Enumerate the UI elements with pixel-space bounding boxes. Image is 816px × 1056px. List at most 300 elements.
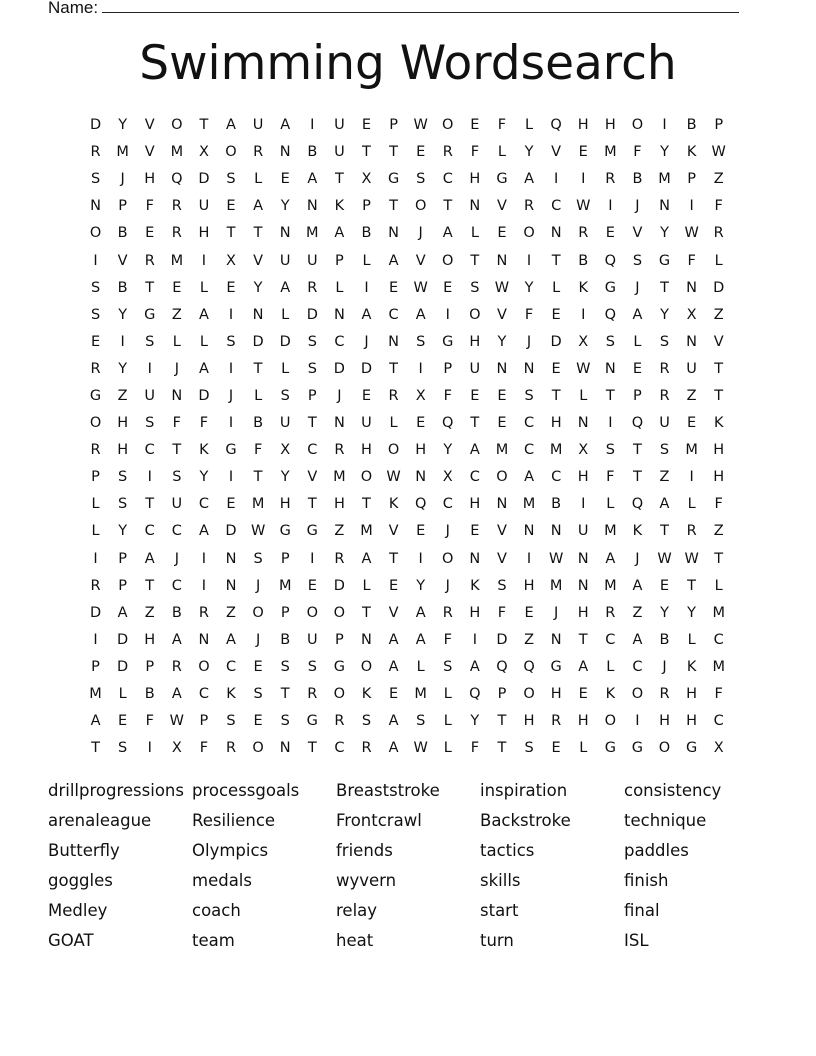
grid-cell: I <box>364 279 369 296</box>
grid-cell: U <box>279 415 291 432</box>
grid-cell: C <box>334 740 345 757</box>
grid-cell: A <box>198 360 209 377</box>
word-list-item: Resilience <box>192 811 276 830</box>
grid-cell: U <box>686 360 697 377</box>
grid-cell: Z <box>171 306 182 323</box>
grid-cell: M <box>522 496 536 513</box>
grid-cell: S <box>145 333 155 350</box>
grid-cell: D <box>198 387 210 404</box>
grid-cell: Y <box>199 469 209 486</box>
grid-cell: S <box>605 442 615 459</box>
grid-cell: D <box>360 360 373 377</box>
grid-cell: R <box>90 144 101 161</box>
grid-cell: A <box>361 550 372 567</box>
grid-cell: H <box>198 225 210 242</box>
grid-cell: B <box>253 415 264 432</box>
grid-cell: D <box>89 117 102 134</box>
grid-cell: R <box>442 144 453 161</box>
grid-cell: H <box>415 442 427 459</box>
word-list-item: inspiration <box>480 781 568 800</box>
grid-cell: T <box>551 252 561 269</box>
grid-cell: A <box>415 631 426 648</box>
grid-cell: N <box>659 198 670 215</box>
grid-cell: P <box>307 387 317 404</box>
grid-cell: S <box>90 306 101 323</box>
grid-cell: S <box>470 279 480 296</box>
grid-cell: T <box>497 740 507 757</box>
grid-cell: N <box>90 198 101 215</box>
grid-cell: G <box>604 279 616 296</box>
grid-cell: Q <box>604 252 617 269</box>
grid-row <box>82 410 732 437</box>
grid-cell: A <box>226 117 236 134</box>
grid-cell: E <box>226 496 236 513</box>
grid-cell: U <box>334 144 345 161</box>
grid-cell: T <box>389 198 398 215</box>
grid-cell: X <box>442 469 453 486</box>
grid-cell: F <box>145 713 154 730</box>
grid-cell: W <box>548 550 564 567</box>
grid-cell: P <box>118 577 128 594</box>
grid-cell: D <box>117 658 129 675</box>
grid-cell: O <box>198 658 210 675</box>
grid-cell: H <box>469 604 481 621</box>
grid-cell: S <box>497 577 507 594</box>
grid-cell: F <box>172 415 181 432</box>
grid-cell: F <box>714 198 723 215</box>
grid-cell: H <box>333 496 345 513</box>
grid-cell: M <box>170 252 184 269</box>
grid-cell: M <box>495 442 509 459</box>
grid-cell: P <box>91 469 100 486</box>
grid-cell: E <box>388 279 399 296</box>
grid-cell: A <box>361 306 372 323</box>
grid-cell: O <box>604 713 617 730</box>
grid-cell: O <box>171 117 183 134</box>
grid-cell: N <box>577 415 589 432</box>
grid-cell: M <box>658 171 671 188</box>
grid-cell: D <box>550 333 562 350</box>
grid-cell: T <box>334 171 344 188</box>
grid-cell: E <box>443 279 453 296</box>
grid-cell: U <box>334 117 345 134</box>
grid-cell: A <box>198 306 209 323</box>
grid-cell: D <box>279 333 291 350</box>
grid-cell: S <box>307 658 317 675</box>
grid-cell: A <box>226 631 236 648</box>
grid-cell: P <box>280 550 290 567</box>
grid-row <box>82 437 732 464</box>
grid-cell: I <box>581 171 586 188</box>
grid-cell: R <box>90 442 101 459</box>
grid-cell: B <box>117 279 128 296</box>
grid-cell: P <box>335 252 344 269</box>
grid-cell: J <box>120 171 125 188</box>
grid-cell: J <box>418 225 423 242</box>
grid-row <box>82 708 732 735</box>
grid-cell: U <box>198 198 210 215</box>
grid-cell: A <box>388 740 399 757</box>
grid-cell: B <box>578 252 589 269</box>
grid-cell: T <box>632 469 642 486</box>
grid-cell: L <box>552 279 561 296</box>
grid-cell: E <box>605 225 615 242</box>
grid-cell: E <box>388 577 399 594</box>
word-list-item: tactics <box>480 841 535 860</box>
grid-cell: I <box>689 198 694 215</box>
grid-cell: D <box>225 523 237 540</box>
grid-cell: I <box>93 252 98 269</box>
grid-cell: Y <box>660 144 669 161</box>
grid-cell: Q <box>496 658 508 675</box>
grid-cell: O <box>523 225 535 242</box>
grid-cell: B <box>361 225 372 242</box>
grid-cell: I <box>635 713 640 730</box>
grid-cell: K <box>578 279 588 296</box>
grid-cell: C <box>198 686 209 703</box>
grid-cell: W <box>413 117 428 134</box>
grid-cell: M <box>333 469 346 486</box>
grid-cell: M <box>549 442 563 459</box>
grid-cell: J <box>174 550 179 567</box>
grid-cell: U <box>577 523 589 540</box>
grid-cell: N <box>577 577 589 594</box>
grid-cell: F <box>606 469 615 486</box>
grid-cell: R <box>144 252 155 269</box>
grid-cell: A <box>280 279 291 296</box>
grid-cell: C <box>171 523 182 540</box>
grid-cell: Z <box>632 604 643 621</box>
grid-cell: J <box>635 198 640 215</box>
grid-cell: E <box>687 415 697 432</box>
grid-cell: E <box>497 415 507 432</box>
grid-cell: X <box>280 442 291 459</box>
grid-cell: N <box>333 415 345 432</box>
grid-cell: A <box>415 604 426 621</box>
grid-cell: Z <box>713 171 724 188</box>
grid-cell: K <box>199 442 209 459</box>
grid-cell: I <box>472 631 477 648</box>
grid-cell: T <box>660 523 669 540</box>
grid-row <box>82 193 732 220</box>
grid-cell: C <box>388 306 399 323</box>
name-blank-line <box>102 0 739 13</box>
grid-cell: V <box>551 144 562 161</box>
grid-cell: A <box>524 469 534 486</box>
grid-cell: I <box>228 415 234 432</box>
grid-cell: S <box>118 496 128 513</box>
grid-cell: K <box>605 686 616 703</box>
grid-cell: S <box>524 740 534 757</box>
grid-cell: L <box>362 577 371 594</box>
grid-cell: Y <box>416 577 426 594</box>
grid-cell: A <box>388 658 399 675</box>
grid-cell: B <box>551 496 562 513</box>
grid-cell: L <box>714 252 723 269</box>
grid-cell: A <box>469 658 480 675</box>
grid-cell: P <box>389 117 398 134</box>
grid-cell: I <box>418 360 423 377</box>
grid-cell: L <box>579 387 588 404</box>
grid-cell: E <box>551 740 561 757</box>
grid-cell: T <box>578 631 588 648</box>
word-list-item: heat <box>336 931 374 950</box>
grid-cell: F <box>145 198 154 215</box>
grid-cell: O <box>387 442 400 459</box>
grid-cell: V <box>632 225 643 242</box>
grid-cell: A <box>469 442 480 459</box>
grid-cell: T <box>226 225 236 242</box>
grid-cell: N <box>225 577 237 594</box>
grid-cell: G <box>496 171 508 188</box>
grid-cell: V <box>496 198 507 215</box>
word-list-item: wyvern <box>336 871 397 890</box>
grid-cell: I <box>147 469 152 486</box>
grid-cell: E <box>172 279 182 296</box>
grid-cell: T <box>605 387 615 404</box>
grid-cell: M <box>278 577 292 594</box>
grid-cell: H <box>659 713 670 730</box>
grid-cell: L <box>606 496 615 513</box>
grid-cell: E <box>361 117 372 134</box>
grid-cell: O <box>252 604 264 621</box>
grid-cell: N <box>577 550 589 567</box>
grid-cell: K <box>334 198 345 215</box>
grid-cell: T <box>91 740 100 757</box>
grid-cell: Q <box>171 171 183 188</box>
grid-cell: B <box>659 631 670 648</box>
grid-cell: Z <box>117 387 128 404</box>
grid-cell: A <box>388 252 399 269</box>
grid-row <box>82 166 732 193</box>
grid-cell: R <box>551 713 562 730</box>
grid-cell: R <box>334 442 345 459</box>
grid-cell: Y <box>660 225 669 242</box>
grid-cell: C <box>713 631 724 648</box>
grid-cell: R <box>171 658 182 675</box>
grid-cell: K <box>713 415 724 432</box>
grid-cell: Z <box>334 523 345 540</box>
grid-cell: K <box>686 144 697 161</box>
grid-cell: G <box>279 523 291 540</box>
grid-cell: A <box>524 171 534 188</box>
grid-cell: A <box>632 306 643 323</box>
grid-cell: L <box>335 279 344 296</box>
grid-cell: A <box>632 631 643 648</box>
grid-cell: E <box>551 360 561 377</box>
grid-row <box>82 356 732 383</box>
grid-cell: C <box>551 198 562 215</box>
word-list-item: arenaleague <box>48 811 152 830</box>
grid-cell: P <box>118 550 128 567</box>
grid-cell: A <box>171 631 182 648</box>
grid-cell: E <box>578 686 588 703</box>
grid-cell: X <box>171 740 182 757</box>
grid-cell: F <box>633 144 642 161</box>
grid-cell: I <box>310 117 315 134</box>
grid-cell: N <box>252 306 264 323</box>
grid-cell: A <box>578 658 589 675</box>
grid-cell: R <box>253 144 264 161</box>
grid-cell: N <box>279 144 291 161</box>
grid-cell: S <box>524 387 534 404</box>
grid-cell: H <box>144 171 156 188</box>
word-list-item: GOAT <box>48 931 94 950</box>
grid-cell: V <box>307 469 318 486</box>
grid-cell: T <box>660 279 669 296</box>
name-field <box>48 0 739 18</box>
letter-grid <box>82 112 732 762</box>
grid-cell: A <box>632 577 643 594</box>
grid-cell: W <box>711 144 726 161</box>
grid-cell: X <box>578 442 589 459</box>
grid-cell: W <box>494 279 510 296</box>
grid-cell: M <box>712 604 725 621</box>
grid-row <box>82 275 732 302</box>
word-list-item: medals <box>192 871 252 890</box>
grid-cell: A <box>198 523 209 540</box>
grid-cell: Y <box>118 117 128 134</box>
grid-cell: O <box>523 686 535 703</box>
grid-cell: W <box>576 198 591 215</box>
grid-cell: E <box>361 387 372 404</box>
grid-cell: G <box>658 252 671 269</box>
grid-cell: E <box>90 333 101 350</box>
grid-cell: P <box>118 198 128 215</box>
grid-cell: I <box>554 171 559 188</box>
grid-cell: V <box>253 252 264 269</box>
grid-cell: W <box>250 523 266 540</box>
grid-cell: N <box>523 360 535 377</box>
grid-cell: R <box>334 713 345 730</box>
grid-cell: D <box>333 577 345 594</box>
grid-cell: I <box>310 550 315 567</box>
grid-row <box>82 383 732 410</box>
grid-cell: A <box>334 225 345 242</box>
grid-cell: J <box>526 333 532 350</box>
grid-cell: B <box>307 144 318 161</box>
grid-cell: I <box>526 550 532 567</box>
grid-cell: T <box>307 415 317 432</box>
grid-cell: C <box>713 713 724 730</box>
grid-cell: C <box>307 442 318 459</box>
grid-cell: T <box>443 198 453 215</box>
grid-cell: H <box>469 496 481 513</box>
grid-cell: Z <box>226 604 236 621</box>
grid-cell: X <box>361 171 372 188</box>
grid-cell: R <box>307 686 318 703</box>
grid-cell: P <box>280 604 290 621</box>
grid-cell: I <box>689 469 694 486</box>
grid-cell: D <box>333 360 345 377</box>
grid-cell: F <box>714 686 723 703</box>
grid-cell: V <box>496 306 507 323</box>
grid-cell: S <box>226 713 236 730</box>
grid-cell: T <box>145 279 155 296</box>
grid-cell: P <box>443 360 453 377</box>
grid-cell: M <box>604 144 617 161</box>
grid-cell: S <box>226 171 236 188</box>
grid-cell: R <box>171 225 182 242</box>
grid-cell: T <box>714 360 724 377</box>
grid-cell: E <box>497 387 507 404</box>
grid-cell: L <box>416 658 425 675</box>
grid-cell: S <box>280 713 290 730</box>
grid-cell: B <box>686 117 697 134</box>
grid-cell: Z <box>713 523 724 540</box>
grid-cell: Z <box>713 306 724 323</box>
grid-cell: E <box>226 279 236 296</box>
grid-cell: S <box>280 658 290 675</box>
grid-cell: N <box>415 469 427 486</box>
grid-cell: E <box>388 686 399 703</box>
grid-cell: Y <box>443 442 453 459</box>
grid-cell: C <box>442 171 453 188</box>
grid-row <box>82 247 732 274</box>
grid-cell: V <box>713 333 724 350</box>
word-list-item: skills <box>480 871 521 890</box>
grid-cell: I <box>201 550 207 567</box>
grid-cell: V <box>496 523 507 540</box>
grid-cell: O <box>333 604 346 621</box>
grid-cell: L <box>118 686 127 703</box>
grid-cell: J <box>554 604 559 621</box>
grid-cell: Q <box>442 415 454 432</box>
grid-cell: R <box>659 360 670 377</box>
grid-cell: B <box>171 604 182 621</box>
grid-cell: F <box>714 496 723 513</box>
grid-cell: J <box>662 658 667 675</box>
grid-cell: F <box>470 144 480 161</box>
grid-cell: H <box>713 469 725 486</box>
grid-cell: O <box>631 117 644 134</box>
grid-cell: M <box>685 442 698 459</box>
grid-cell: H <box>686 686 698 703</box>
grid-cell: L <box>443 713 452 730</box>
grid-cell: I <box>228 306 234 323</box>
grid-cell: G <box>225 442 237 459</box>
grid-cell: E <box>416 144 426 161</box>
grid-cell: Y <box>253 279 263 296</box>
grid-cell: X <box>578 333 589 350</box>
grid-cell: H <box>523 577 535 594</box>
grid-cell: L <box>172 333 181 350</box>
grid-cell: C <box>171 577 182 594</box>
grid-cell: T <box>307 740 317 757</box>
grid-cell: M <box>360 523 373 540</box>
grid-cell: P <box>633 387 642 404</box>
grid-cell: I <box>608 415 613 432</box>
grid-cell: J <box>174 360 179 377</box>
grid-cell: G <box>89 387 102 404</box>
grid-cell: R <box>578 225 589 242</box>
grid-cell: I <box>201 577 207 594</box>
grid-cell: Y <box>280 469 290 486</box>
grid-cell: J <box>255 631 261 648</box>
grid-cell: T <box>253 360 263 377</box>
grid-cell: J <box>445 577 450 594</box>
grid-cell: F <box>524 306 534 323</box>
grid-cell: N <box>388 333 399 350</box>
grid-cell: V <box>388 604 399 621</box>
grid-cell: F <box>497 117 507 134</box>
grid-cell: O <box>442 252 454 269</box>
grid-cell: Y <box>118 360 128 377</box>
grid-cell: O <box>469 306 481 323</box>
grid-cell: I <box>608 198 613 215</box>
grid-cell: V <box>117 252 128 269</box>
grid-cell: U <box>279 252 291 269</box>
